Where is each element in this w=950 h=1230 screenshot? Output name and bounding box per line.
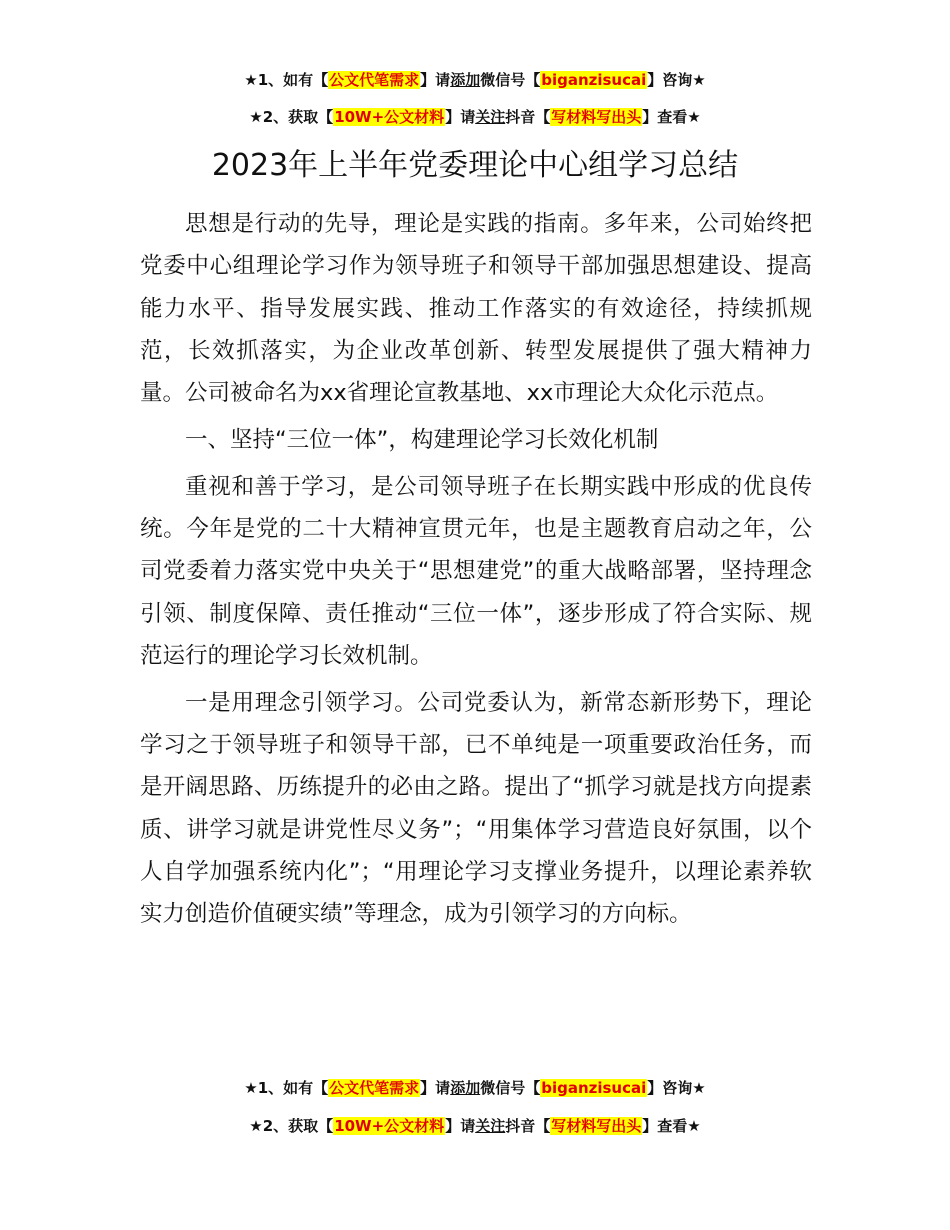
promo-text: 】请 [420,71,451,89]
promo-text: 】请 [445,1117,476,1135]
promo-highlight: 公文代笔需求 [329,71,420,89]
promo-text: 】查看★ [642,1117,701,1135]
promo-text: 】咨询★ [647,1079,706,1097]
promo-text: ★1、如有【 [244,71,329,89]
promo-text: 微信号【 [480,71,541,89]
promo-text: ★1、如有【 [244,1079,329,1097]
promo-text: 微信号【 [480,1079,541,1097]
promo-underlined: 添加 [450,1079,481,1097]
promo-underlined: 添加 [450,71,481,89]
document-body [140,203,812,940]
promo-highlight: 写材料写出头 [551,108,642,126]
document-title: 2023年上半年党委理论中心组学习总结 [211,148,739,183]
promo-underlined: 关注 [475,108,506,126]
promo-text: 抖音【 [505,1117,551,1135]
promo-underlined: 关注 [475,1117,506,1135]
promo-text: ★2、获取【 [249,108,334,126]
promo-line-1-top [0,70,950,90]
promo-highlight: biganzisucai [541,1079,647,1097]
promo-highlight: 10W+公文材料 [334,108,445,126]
promo-highlight: 公文代笔需求 [329,1079,420,1097]
promo-text: ★2、获取【 [249,1117,334,1135]
promo-text: 】请 [445,108,476,126]
promo-line-1-bottom [0,1078,950,1098]
promo-line-2-bottom [0,1116,950,1136]
promo-text: 抖音【 [505,108,551,126]
section-heading: 一、坚持“三位一体”，构建理论学习长效化机制 [185,426,659,453]
promo-text: 】请 [420,1079,451,1097]
promo-line-2-top [0,107,950,127]
promo-highlight: biganzisucai [541,71,647,89]
promo-highlight: 写材料写出头 [551,1117,642,1135]
promo-text: 】查看★ [642,108,701,126]
paragraph-intro: 思想是行动的先导，理论是实践的指南。多年来，公司始终把党委中心组理论学习作为领导班子和领导干部加强思想建设、提高能力水平、指导发展实践、推动工作落实的有效途径，持续抓规范，长效抓落实，为企业改革创新、转型发展提供了强大精神力量。公司被命名为xx省理论宣教基地、xx市理论大众化示范点。 [140,211,812,407]
promo-text: 】咨询★ [647,71,706,89]
paragraph: 一是用理念引领学习。公司党委认为，新常态新形势下，理论学习之于领导班子和领导干部，已不单纯是一项重要政治任务，而是开阔思路、历练提升的必由之路。提出了“抓学习就是找方向提素质、讲学习就是讲党性尽义务”；“用集体学习营造良好氛围，以个人自学加强系统内化”；“用理论学习支撑业务提升，以理论素养软实力创造价值硬实绩”等理念，成为引领学习的方向标。 [140,689,812,928]
promo-highlight: 10W+公文材料 [334,1117,445,1135]
paragraph: 重视和善于学习，是公司领导班子在长期实践中形成的优良传统。今年是党的二十大精神宣贯元年，也是主题教育启动之年，公司党委着力落实党中央关于“思想建党”的重大战略部署，坚持理念引领、制度保障、责任推动“三位一体”，逐步形成了符合实际、规范运行的理论学习长效机制。 [140,473,812,669]
